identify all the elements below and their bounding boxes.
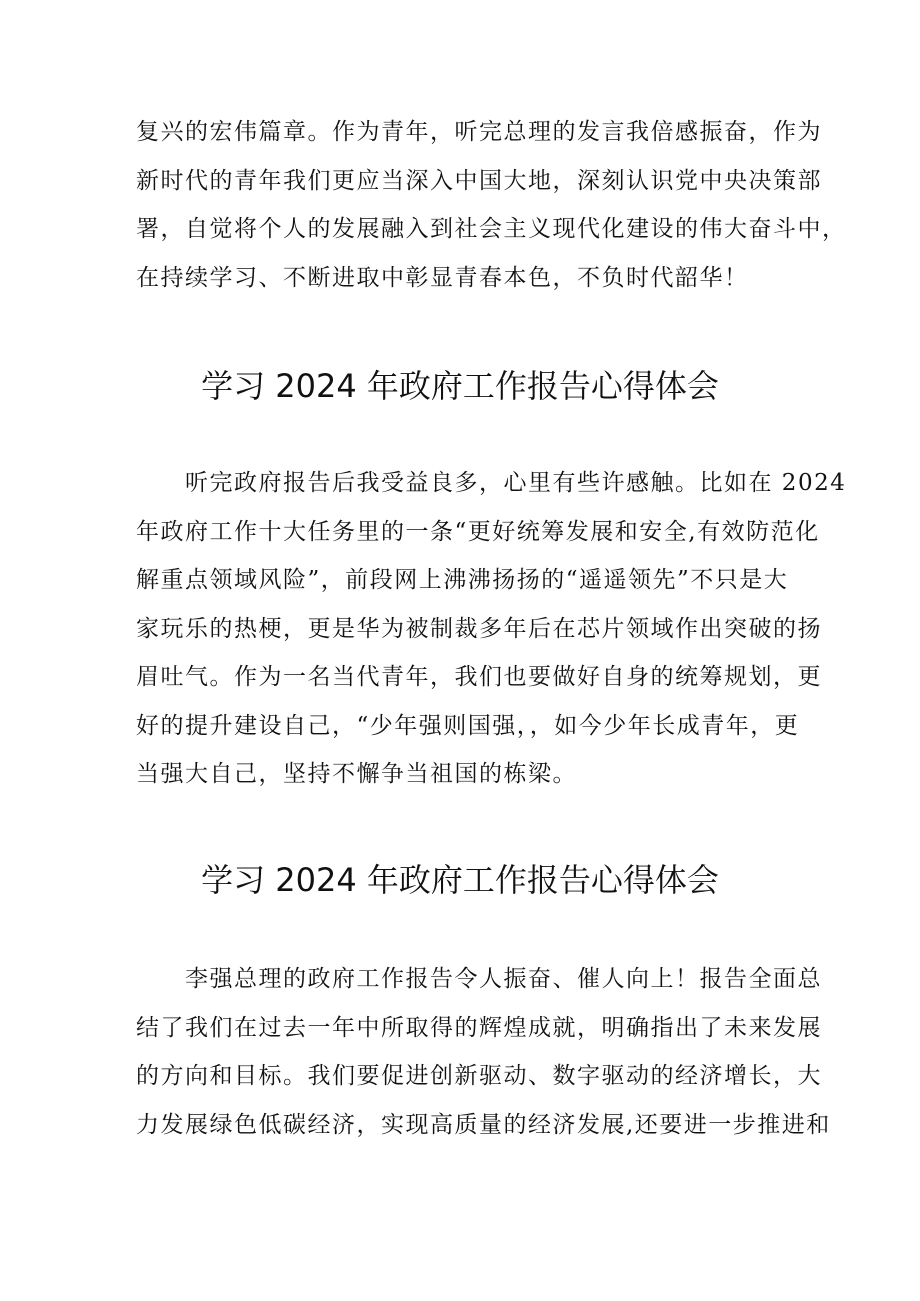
paragraph-line: 结了我们在过去一年中所取得的辉煌成就，明确指出了未来发展 — [136, 1014, 822, 1041]
paragraph-line: 好的提升建设自己，“少年强则国强，，如今少年长成青年，更 — [136, 712, 800, 739]
section-heading: 学习 2024 年政府工作报告心得体会 — [201, 367, 719, 405]
section-heading: 学习 2024 年政府工作报告心得体会 — [201, 861, 719, 899]
paragraph-body — [136, 459, 847, 799]
paragraph-line: 解重点领域风险”，前段网上沸沸扬扬的“遥遥领先”不只是大 — [136, 567, 789, 593]
paragraph-line: 家玩乐的热梗，更是华为被制裁多年后在芯片领域作出突破的扬 — [136, 615, 822, 642]
paragraph-line: 新时代的青年我们更应当深入中国大地，深刻认识党中央决策部 — [136, 167, 822, 194]
paragraph-line: 当强大自己，坚持不懈争当祖国的栋梁。 — [136, 761, 577, 787]
paragraph-line: 的方向和目标。我们要促进创新驱动、数字驱动的经济增长，大 — [136, 1063, 822, 1089]
paragraph-line: 年政府工作十大任务里的一条“更好统筹发展和安全,有效防范化 — [136, 518, 820, 545]
paragraph-line: 力发展绿色低碳经济，实现高质量的经济发展,还要进一步推进和 — [136, 1111, 831, 1138]
paragraph-line: 复兴的宏伟篇章。作为青年，听完总理的发言我倍感振奋，作为 — [136, 119, 822, 145]
paragraph-line: 听完政府报告后我受益良多，心里有些许感触。比如在 2024 — [136, 470, 847, 496]
paragraph-line: 在持续学习、不断进取中彰显青春本色，不负时代韶华！ — [136, 264, 749, 291]
paragraph-line: 署，自觉将个人的发展融入到社会主义现代化建设的伟大奋斗中， — [136, 216, 847, 242]
paragraph-body — [136, 955, 831, 1149]
paragraph-continuation — [136, 108, 847, 302]
paragraph-line: 李强总理的政府工作报告令人振奋、催人向上！报告全面总 — [136, 966, 822, 992]
paragraph-line: 眉吐气。作为一名当代青年，我们也要做好自身的统筹规划，更 — [136, 664, 822, 690]
